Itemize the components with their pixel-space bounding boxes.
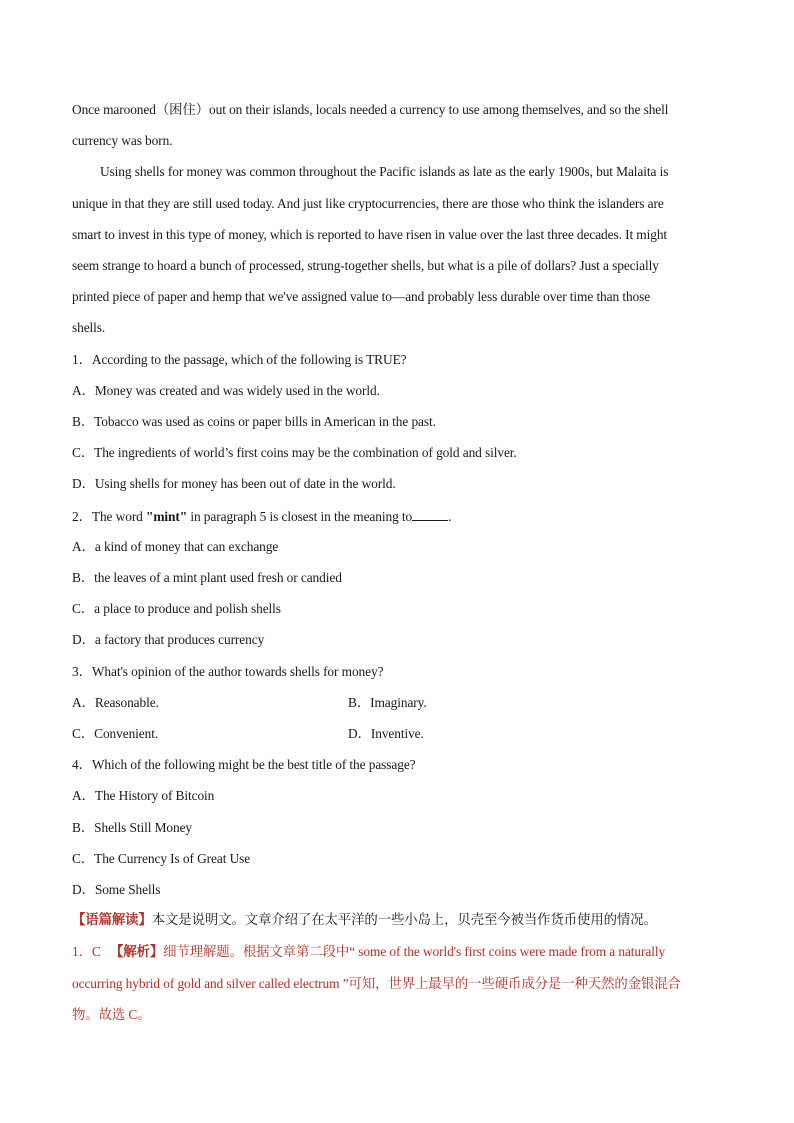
question-option: B．Shells Still Money	[72, 820, 193, 835]
answer-explanation-line: 物。故选 C。	[72, 1007, 151, 1022]
passage-line: unique in that they are still used today. And just like cryptocurrencies, there are those who think the islanders are	[72, 196, 664, 211]
passage-line: currency was born.	[72, 133, 173, 148]
question-option: C．a place to produce and polish shells	[72, 601, 281, 616]
question-option: B．the leaves of a mint plant used fresh or candied	[72, 570, 342, 585]
question-option: D．Inventive.	[348, 726, 424, 741]
question-stem	[72, 507, 722, 526]
analysis-text: 本文是说明文。文章介绍了在太平洋的一些小岛上，贝壳至今被当作货币使用的情况。	[151, 913, 657, 928]
answer-explanation-line	[72, 943, 722, 961]
question-stem: 4．Which of the following might be the best title of the passage?	[72, 757, 416, 772]
analysis-summary	[72, 912, 722, 930]
answer-explanation-line: occurring hybrid of gold and silver called electrum ”可知，世界上最早的一些硬币成分是一种天然的金银混合	[72, 976, 681, 991]
stem-keyword: "mint"	[146, 509, 188, 524]
question-option: A．The History of Bitcoin	[72, 788, 215, 803]
analysis-tag: 【语篇解读】	[72, 913, 152, 928]
question-option: A．a kind of money that can exchange	[72, 539, 279, 554]
question-option: D．a factory that produces currency	[72, 632, 265, 647]
answer-number: 1．C	[72, 944, 101, 959]
passage-line: Once marooned（困住）out on their islands, locals needed a currency to use among themselves, and so the shell	[72, 102, 669, 117]
question-option: C．Convenient.	[72, 726, 159, 741]
question-option: D．Some Shells	[72, 882, 161, 897]
question-option: D．Using shells for money has been out of date in the world.	[72, 476, 396, 491]
question-stem: 3．What's opinion of the author towards shells for money?	[72, 664, 384, 679]
passage-line: Using shells for money was common throughout the Pacific islands as late as the early 1900s, but Malaita is	[100, 164, 669, 179]
stem-text: .	[448, 509, 452, 524]
question-option: A．Money was created and was widely used in the world.	[72, 383, 380, 398]
passage-line: seem strange to hoard a bunch of processed, strung-together shells, but what is a pile of dollars? Just a specially	[72, 258, 659, 273]
question-option: C．The Currency Is of Great Use	[72, 851, 251, 866]
passage-line: smart to invest in this type of money, which is reported to have risen in value over the last three decades. It might	[72, 227, 668, 242]
question-option: C．The ingredients of world’s first coins may be the combination of gold and silver.	[72, 445, 517, 460]
passage-line: printed piece of paper and hemp that we've assigned value to—and probably less durable over time than those	[72, 289, 651, 304]
stem-text: 2．The word	[72, 509, 147, 524]
stem-text: in paragraph 5 is closest in the meaning to	[187, 509, 413, 524]
analysis-label: 【解析】	[109, 944, 164, 959]
answer-blank	[412, 507, 448, 521]
question-stem: 1．According to the passage, which of the following is TRUE?	[72, 352, 407, 367]
passage-line: shells.	[72, 320, 106, 335]
question-option: B．Imaginary.	[348, 695, 427, 710]
question-option-row	[72, 694, 722, 712]
question-option-row	[72, 725, 722, 743]
analysis-text: 细节理解题。根据文章第二段中“ some of the world's first coins were made from a naturally	[163, 944, 666, 959]
question-option: A．Reasonable.	[72, 695, 159, 710]
question-option: B．Tobacco was used as coins or paper bills in American in the past.	[72, 414, 436, 429]
